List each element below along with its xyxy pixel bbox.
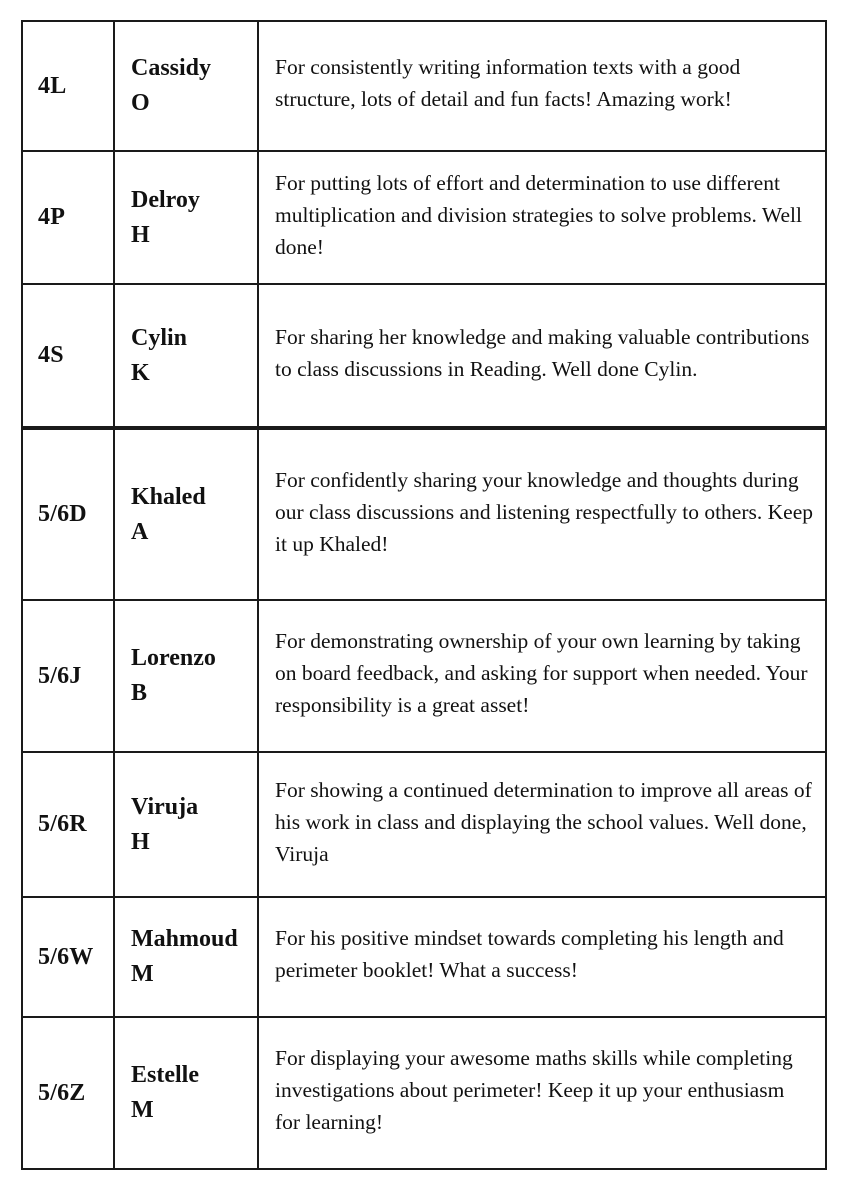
class-cell: 4L — [22, 21, 114, 151]
student-initial: H — [131, 828, 150, 855]
class-cell: 5/6W — [22, 897, 114, 1017]
class-cell: 5/6R — [22, 752, 114, 897]
table-row — [22, 600, 826, 752]
table-row — [22, 21, 826, 151]
award-reason-cell: For consistently writing information texts with a good structure, lots of detail and fun facts! Amazing work! — [258, 21, 826, 151]
class-cell: 5/6J — [22, 600, 114, 752]
student-initial: M — [131, 961, 154, 987]
student-name-cell — [114, 600, 258, 752]
student-first-name: Delroy — [131, 186, 200, 213]
class-cell: 4S — [22, 284, 114, 428]
student-name-cell — [114, 284, 258, 428]
award-reason-cell: For his positive mindset towards completing his length and perimeter booklet! What a success! — [258, 897, 826, 1017]
student-initial: M — [131, 1097, 154, 1123]
student-first-name: Lorenzo — [131, 645, 216, 671]
student-name-cell — [114, 752, 258, 897]
class-cell: 4P — [22, 151, 114, 284]
table-row — [22, 428, 826, 600]
student-first-name: Mahmoud — [131, 926, 238, 952]
table-row — [22, 284, 826, 428]
student-first-name: Estelle — [131, 1062, 199, 1088]
student-first-name: Cylin — [131, 324, 188, 351]
award-reason-cell: For confidently sharing your knowledge and thoughts during our class discussions and listening respectfully to others. Keep it up Khaled! — [258, 428, 826, 600]
class-cell: 5/6Z — [22, 1017, 114, 1169]
student-name-cell — [114, 428, 258, 600]
table-row — [22, 897, 826, 1017]
student-initial: A — [131, 518, 149, 545]
awards-table — [21, 20, 827, 1170]
student-first-name: Khaled — [131, 483, 206, 510]
award-reason-cell: For displaying your awesome maths skills while completing investigations about perimeter! Keep it up your enthusiasm for learning! — [258, 1017, 826, 1169]
award-reason-cell: For putting lots of effort and determination to use different multiplication and division strategies to solve problems. Well done! — [258, 151, 826, 284]
award-reason-cell: For demonstrating ownership of your own learning by taking on board feedback, and asking for support when needed. Your responsibility is a great asset! — [258, 600, 826, 752]
student-name-cell — [114, 897, 258, 1017]
award-reason-cell: For showing a continued determination to improve all areas of his work in class and displaying the school values. Well done, Viruja — [258, 752, 826, 897]
student-name-cell — [114, 21, 258, 151]
student-name-cell — [114, 151, 258, 284]
table-row — [22, 151, 826, 284]
student-initial: B — [131, 680, 148, 706]
class-cell: 5/6D — [22, 428, 114, 600]
student-initial: O — [131, 90, 150, 116]
student-name-cell — [114, 1017, 258, 1169]
student-initial: H — [131, 221, 150, 248]
award-reason-cell: For sharing her knowledge and making valuable contributions to class discussions in Reading. Well done Cylin. — [258, 284, 826, 428]
student-first-name: Cassidy — [131, 55, 212, 81]
table-row — [22, 752, 826, 897]
student-first-name: Viruja — [131, 793, 199, 820]
student-initial: K — [131, 359, 150, 386]
table-row — [22, 1017, 826, 1169]
